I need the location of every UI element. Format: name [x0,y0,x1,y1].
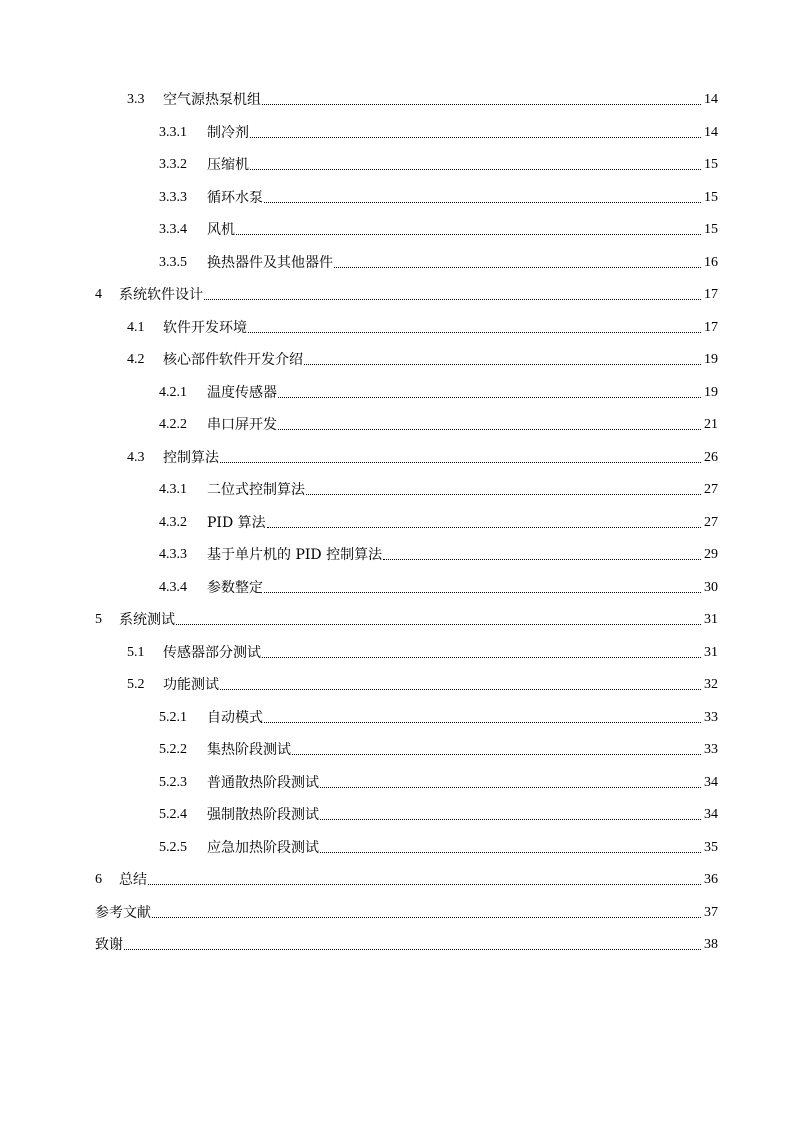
dot-leader [334,266,701,268]
toc-entry-page-number: 15 [704,189,718,205]
toc-entry[interactable] [0,669,793,702]
toc-entry-page-number: 34 [704,774,718,790]
toc-entry-number: 5.2 [127,677,145,693]
toc-entry-page-number: 17 [704,319,718,335]
toc-entry-title: 控制算法 [163,449,219,466]
toc-entry[interactable] [0,442,793,475]
toc-entry-title: 总结 [119,872,147,889]
toc-entry-page-number: 38 [704,937,718,953]
toc-entry-title: 功能测试 [163,677,219,694]
dot-leader [220,688,701,690]
toc-entry-number: 3.3.4 [159,222,187,238]
toc-entry-title: 系统软件设计 [119,287,203,304]
toc-entry-title: 空气源热泵机组 [163,92,261,109]
dot-leader [236,233,701,235]
toc-entry-number: 5.2.5 [159,839,187,855]
dot-leader [148,883,701,885]
toc-entry-page-number: 30 [704,579,718,595]
toc-entry-title: 软件开发环境 [163,319,247,336]
toc-entry[interactable] [0,377,793,410]
toc-entry[interactable] [0,734,793,767]
toc-entry[interactable] [0,247,793,280]
toc-entry-page-number: 33 [704,742,718,758]
toc-entry-number: 3.3.5 [159,254,187,270]
toc-entry-number: 4.2.2 [159,417,187,433]
toc-entry[interactable] [0,84,793,117]
toc-entry-number: 5.2.2 [159,742,187,758]
dot-leader [248,331,701,333]
toc-entry-title: 集热阶段测试 [207,742,291,759]
dot-leader [267,526,701,528]
toc-entry-number: 3.3 [127,92,145,108]
dot-leader [278,396,701,398]
toc-entry[interactable] [0,214,793,247]
toc-entry-title: 串口屏开发 [207,417,277,434]
dot-leader [250,136,701,138]
toc-entry-title: 二位式控制算法 [207,482,305,499]
toc-entry[interactable] [0,149,793,182]
toc-entry-page-number: 16 [704,254,718,270]
toc-entry-title: 应急加热阶段测试 [207,839,319,856]
toc-entry-page-number: 15 [704,222,718,238]
toc-entry-title: 制冷剂 [207,124,249,141]
dot-leader [278,428,701,430]
toc-entry-title: 系统测试 [119,612,175,629]
table-of-contents [0,84,793,962]
toc-entry[interactable] [0,929,793,962]
toc-entry-number: 5.2.1 [159,709,187,725]
toc-entry[interactable] [0,897,793,930]
toc-entry-number: 4.3 [127,449,145,465]
toc-entry[interactable] [0,507,793,540]
toc-entry-page-number: 19 [704,384,718,400]
toc-entry[interactable] [0,279,793,312]
dot-leader [250,168,701,170]
toc-entry-title: 强制散热阶段测试 [207,807,319,824]
toc-entry-title: 换热器件及其他器件 [207,254,333,271]
dot-leader [306,493,701,495]
toc-entry-page-number: 31 [704,612,718,628]
dot-leader [262,656,701,658]
toc-entry-page-number: 29 [704,547,718,563]
toc-entry[interactable] [0,702,793,735]
toc-entry[interactable] [0,117,793,150]
dot-leader [204,298,701,300]
toc-entry[interactable] [0,312,793,345]
toc-entry-number: 6 [95,872,102,888]
toc-entry[interactable] [0,409,793,442]
toc-entry-page-number: 27 [704,514,718,530]
toc-entry-page-number: 19 [704,352,718,368]
toc-entry[interactable] [0,539,793,572]
toc-entry-title: 普通散热阶段测试 [207,774,319,791]
toc-entry-title: 传感器部分测试 [163,644,261,661]
toc-entry-page-number: 15 [704,157,718,173]
dot-leader [320,786,701,788]
toc-entry-page-number: 14 [704,124,718,140]
toc-entry-title: 核心部件软件开发介绍 [163,352,303,369]
toc-entry[interactable] [0,182,793,215]
toc-entry[interactable] [0,832,793,865]
toc-entry-page-number: 32 [704,677,718,693]
toc-entry-page-number: 35 [704,839,718,855]
toc-entry-number: 4.1 [127,319,145,335]
toc-entry-number: 5.1 [127,644,145,660]
toc-entry-title: 温度传感器 [207,384,277,401]
dot-leader [124,948,701,950]
toc-entry-title: 参数整定 [207,579,263,596]
toc-entry-number: 4.3.4 [159,579,187,595]
toc-entry-page-number: 31 [704,644,718,660]
dot-leader [264,591,701,593]
toc-entry-title: 风机 [207,222,235,239]
toc-entry-number: 4.2 [127,352,145,368]
toc-entry-page-number: 27 [704,482,718,498]
toc-entry[interactable] [0,767,793,800]
dot-leader [304,363,701,365]
dot-leader [264,721,701,723]
dot-leader [220,461,701,463]
toc-entry-number: 4.3.2 [159,514,187,530]
toc-entry-page-number: 36 [704,872,718,888]
toc-entry-number: 5 [95,612,102,628]
toc-entry[interactable] [0,572,793,605]
toc-entry-title: PID 算法 [207,514,266,531]
toc-entry-number: 5.2.4 [159,807,187,823]
toc-entry-title: 自动模式 [207,709,263,726]
toc-entry[interactable] [0,474,793,507]
toc-entry-number: 4 [95,287,102,303]
toc-entry-title: 循环水泵 [207,189,263,206]
dot-leader [176,623,701,625]
toc-entry-page-number: 21 [704,417,718,433]
toc-entry[interactable] [0,604,793,637]
toc-entry-title: 参考文献 [95,904,151,921]
dot-leader [262,103,701,105]
toc-entry[interactable] [0,799,793,832]
toc-entry-page-number: 26 [704,449,718,465]
toc-entry-number: 5.2.3 [159,774,187,790]
toc-entry-page-number: 17 [704,287,718,303]
toc-entry-number: 4.2.1 [159,384,187,400]
toc-entry-number: 4.3.3 [159,547,187,563]
toc-entry-title: 基于单片机的 PID 控制算法 [207,547,383,564]
toc-entry-page-number: 37 [704,904,718,920]
dot-leader [264,201,701,203]
dot-leader [152,916,701,918]
toc-entry[interactable] [0,344,793,377]
dot-leader [320,851,701,853]
toc-entry-number: 4.3.1 [159,482,187,498]
toc-entry-page-number: 14 [704,92,718,108]
toc-entry-number: 3.3.1 [159,124,187,140]
toc-entry-page-number: 33 [704,709,718,725]
dot-leader [383,558,701,560]
toc-entry-title: 致谢 [95,937,123,954]
toc-entry[interactable] [0,637,793,670]
toc-entry-title: 压缩机 [207,157,249,174]
toc-entry-number: 3.3.2 [159,157,187,173]
dot-leader [320,818,701,820]
dot-leader [292,753,701,755]
toc-entry-page-number: 34 [704,807,718,823]
toc-entry-number: 3.3.3 [159,189,187,205]
toc-entry[interactable] [0,864,793,897]
